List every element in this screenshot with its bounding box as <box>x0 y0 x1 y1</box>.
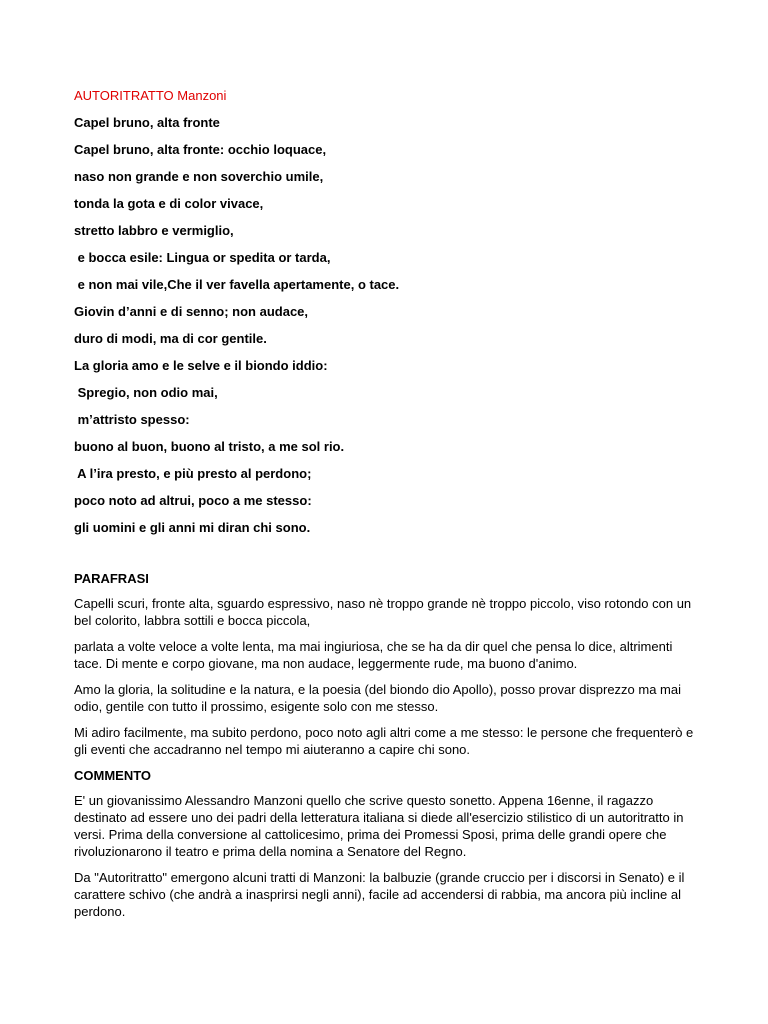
section-gap <box>74 546 704 570</box>
poem-line: poco noto ad altrui, poco a me stesso: <box>74 493 312 508</box>
poem-line: e bocca esile: Lingua or spedita or tarda, <box>74 250 331 265</box>
poem-line: buono al buon, buono al tristo, a me sol rio. <box>74 439 345 454</box>
poem-line: naso non grande e non soverchio umile, <box>74 169 324 184</box>
commento-section <box>74 767 704 920</box>
poem-line: La gloria amo e le selve e il biondo iddio: <box>74 358 328 373</box>
poem-line: gli uomini e gli anni mi diran chi sono. <box>74 520 311 535</box>
parafrasi-heading: PARAFRASI <box>74 571 149 586</box>
parafrasi-paragraph: Mi adiro facilmente, ma subito perdono, poco noto agli altri come a me stesso: le persone che frequenterò e gli eventi che accadranno nel tempo mi aiuteranno a capire chi sono. <box>74 725 694 757</box>
poem-line: m’attristo spesso: <box>74 412 190 427</box>
parafrasi-paragraph: parlata a volte veloce a volte lenta, ma mai ingiuriosa, che se ha da dir quel che pensa lo dice, altrimenti tace. Di mente e corpo giovane, ma non audace, leggermente rude, ma buono d'animo. <box>74 639 673 671</box>
document-content <box>74 87 704 929</box>
parafrasi-paragraph: Capelli scuri, fronte alta, sguardo espressivo, naso nè troppo grande nè troppo piccolo, viso rotondo con un bel colorito, labbra sottili e bocca piccola, <box>74 596 692 628</box>
poem-line: stretto labbro e vermiglio, <box>74 223 234 238</box>
poem-line: A l’ira presto, e più presto al perdono; <box>74 466 312 481</box>
poem-line: Spregio, non odio mai, <box>74 385 218 400</box>
commento-heading: COMMENTO <box>74 768 152 783</box>
commento-paragraph: Da "Autoritratto" emergono alcuni tratti di Manzoni: la balbuzie (grande cruccio per i discorsi in Senato) e il carattere schivo (che andrà a inasprirsi negli anni), facile ad accendersi di rabbia, ma ancora più incline al perdono. <box>74 870 685 919</box>
poem <box>74 114 704 536</box>
poem-line: e non mai vile,Che il ver favella apertamente, o tace. <box>74 277 400 292</box>
poem-line: duro di modi, ma di cor gentile. <box>74 331 267 346</box>
parafrasi-section <box>74 570 704 758</box>
commento-paragraph: E' un giovanissimo Alessandro Manzoni quello che scrive questo sonetto. Appena 16enne, il ragazzo destinato ad essere uno dei padri della letteratura italiana si diede all'esercizio stilistico di un autoritratto in versi. Prima della conversione al cattolicesimo, prima dei Promessi Sposi, prima delle grandi opere che rivoluzionarono il teatro e prima della nomina a Senatore del Regno. <box>74 793 684 859</box>
poem-line: Capel bruno, alta fronte: occhio loquace, <box>74 142 327 157</box>
poem-line: Giovin d’anni e di senno; non audace, <box>74 304 309 319</box>
poem-line: tonda la gota e di color vivace, <box>74 196 264 211</box>
parafrasi-paragraph: Amo la gloria, la solitudine e la natura, e la poesia (del biondo dio Apollo), posso provar disprezzo ma mai odio, gentile con tutto il prossimo, esigente solo con me stesso. <box>74 682 682 714</box>
poem-line: Capel bruno, alta fronte <box>74 115 220 130</box>
document-title: AUTORITRATTO Manzoni <box>74 88 227 103</box>
